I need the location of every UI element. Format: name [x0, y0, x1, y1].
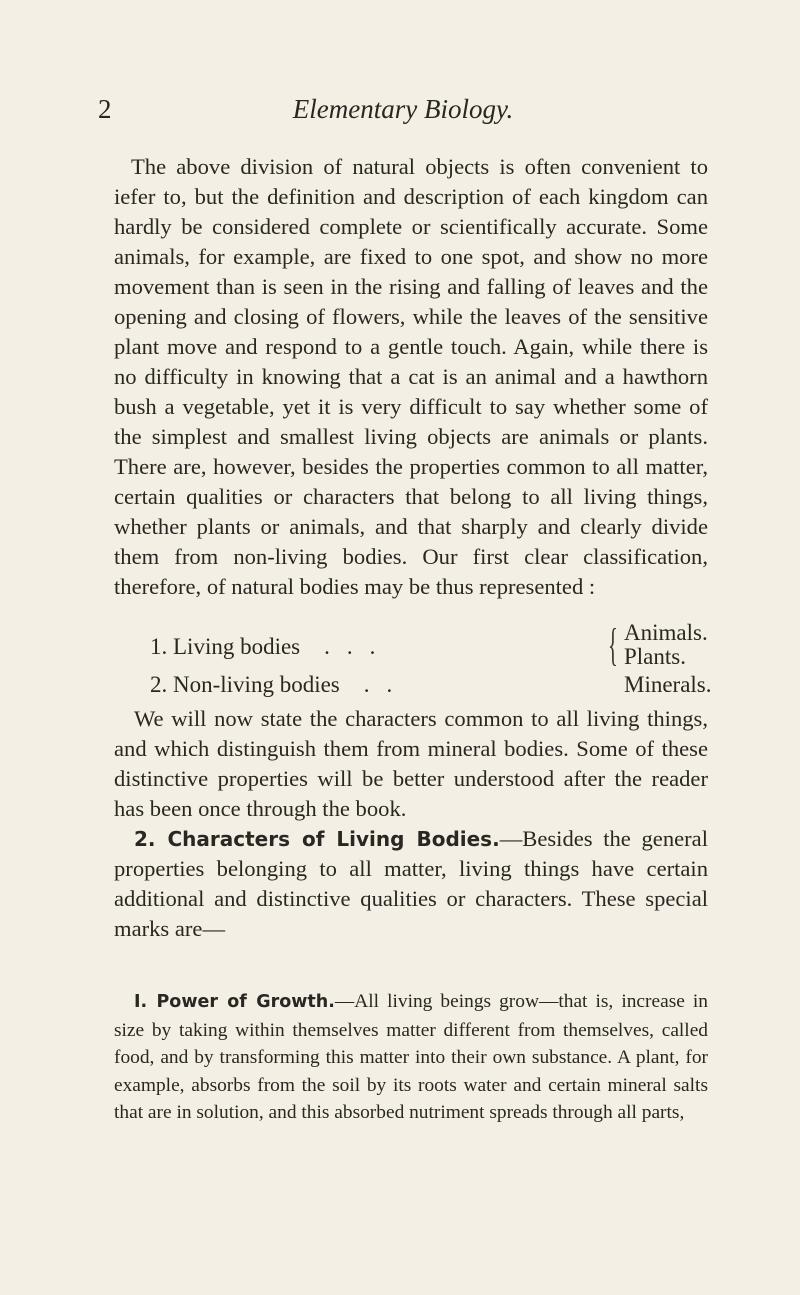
living-bodies-label: 1. Living bodies [150, 634, 301, 659]
section-heading: 2. Characters of Living Bodies. [134, 827, 500, 851]
leader-dots: ... [324, 634, 393, 659]
page-number: 2 [98, 94, 112, 124]
page-header [98, 94, 708, 134]
paragraph-1 [114, 152, 708, 602]
subsection-heading: I. Power of Growth. [134, 992, 335, 1012]
animals-item: Animals. [624, 620, 708, 645]
paragraph-1-text: The above division of natural objects is often convenient to iefer to, but the definition and description of each kingdom can hardly be considered complete or scientifically accurate. Some animals, for example, are fixed to one spot, and show no more movement than is seen in the rising and falling of leaves and the opening and closing of flowers, while the leaves of the sensitive plant move and respond to a gentle touch. Again, while there is no difficulty in knowing that a cat is an animal and a hawthorn bush a vegetable, yet it is very difficult to say whether some of the simplest and smallest living objects are animals or plants. There are, however, besides the properties common to all matter, certain qualities or characters that belong to all living things, whether plants or animals, and that sharply and clearly divide them from non-living bodies. Our first clear classification, therefore, of natural bodies may be thus represented : [114, 154, 708, 599]
leader-dots: .. [363, 672, 410, 697]
section-2-paragraph [114, 824, 708, 944]
subsection-growth-paragraph [114, 988, 708, 1127]
classification-row-living [150, 634, 392, 660]
section-2-text: —Besides the general properties belonging to all matter, living things have certain additional and distinctive qualities or characters. These special marks are— [114, 826, 708, 941]
plants-item: Plants. [624, 644, 686, 669]
curly-brace-icon: { [608, 619, 618, 670]
minerals-item: Minerals. [624, 672, 712, 697]
classification-row-nonliving [150, 672, 409, 698]
subsection-growth-text: —All living beings grow—that is, increase in size by taking within themselves matter different from themselves, called food, and by transforming this matter into their own substance. A plant, for example, absorbs from the soil by its roots water and certain mineral salts that are in solution, and this absorbed nutriment spreads through all parts, [114, 991, 708, 1123]
paragraph-2: We will now state the characters common to all living things, and which distinguish them from mineral bodies. Some of these distinctive properties will be better understood after the reader has been once through the book. [114, 706, 708, 821]
running-head: Elementary Biology. [292, 94, 514, 124]
non-living-bodies-label: 2. Non-living bodies [150, 672, 340, 697]
